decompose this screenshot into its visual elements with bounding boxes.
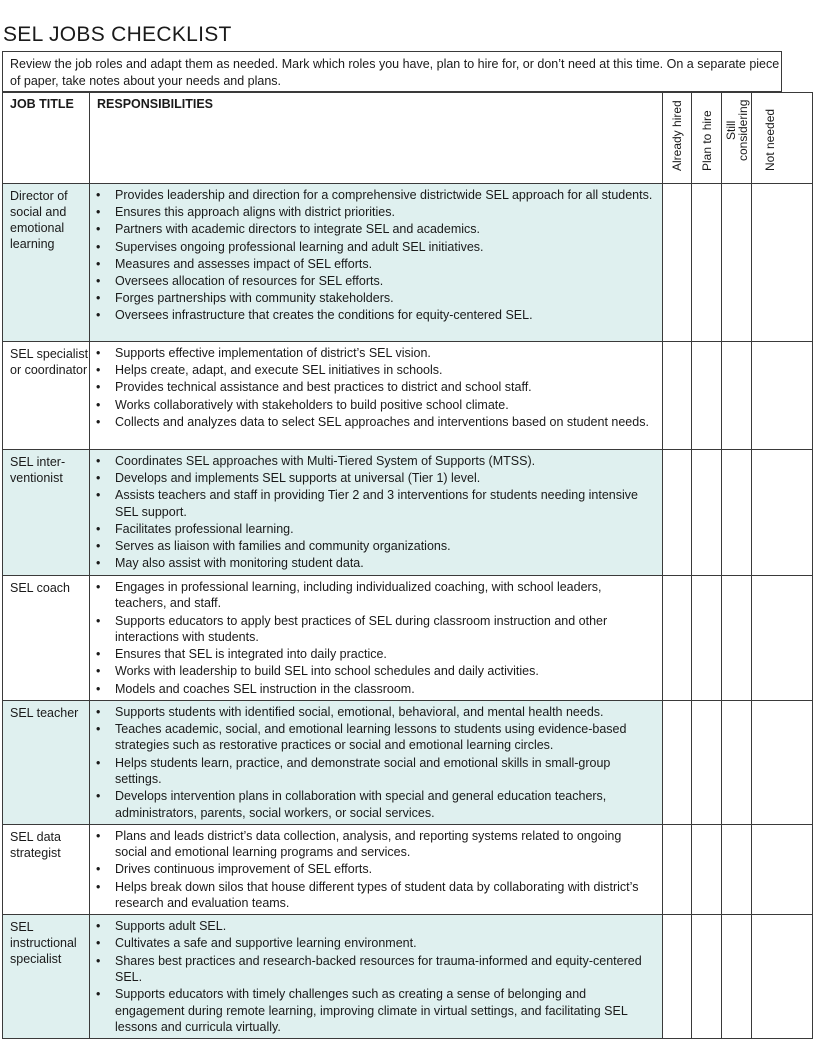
list-item (96, 362, 656, 378)
job-title-cell: SEL data strategist (3, 824, 90, 914)
col-header-already-hired (663, 93, 692, 184)
not-needed-checkbox-cell[interactable] (752, 342, 813, 450)
col-header-still-considering (722, 93, 752, 184)
list-item (96, 721, 656, 754)
already-hired-checkbox-cell[interactable] (663, 700, 692, 824)
bullet-icon: • (96, 454, 101, 468)
responsibilities-list (96, 704, 656, 821)
responsibilities-list (96, 579, 656, 697)
plan-to-hire-checkbox-cell[interactable] (692, 700, 722, 824)
bullet-icon: • (96, 205, 101, 220)
bullet-icon: • (96, 828, 101, 843)
list-item (96, 646, 656, 662)
responsibility-text: Provides technical assistance and best practices to district and school staff. (115, 380, 532, 395)
responsibility-text: Supports educators to apply best practices of SEL during classroom instruction and other interactions with students. (115, 613, 608, 645)
bullet-icon: • (96, 380, 101, 395)
table-row (3, 342, 813, 450)
still-considering-checkbox-cell[interactable] (722, 824, 752, 914)
bullet-icon: • (96, 987, 101, 1002)
still-considering-checkbox-cell[interactable] (722, 576, 752, 701)
bullet-icon: • (96, 953, 101, 968)
bullet-icon: • (96, 414, 101, 429)
responsibility-text: Helps create, adapt, and execute SEL initiatives in schools. (115, 363, 443, 378)
bullet-icon: • (96, 647, 101, 662)
list-item (96, 613, 656, 646)
responsibility-text: Drives continuous improvement of SEL efforts. (115, 862, 373, 877)
not-needed-label: Not needed (763, 108, 777, 171)
col-header-plan-to-hire (692, 93, 722, 184)
responsibility-text: Oversees infrastructure that creates the conditions for equity-centered SEL. (115, 308, 533, 323)
col-header-responsibilities: RESPONSIBILITIES (90, 93, 663, 184)
job-title-cell: SEL coach (3, 576, 90, 701)
list-item (96, 681, 656, 697)
plan-to-hire-checkbox-cell[interactable] (692, 450, 722, 576)
already-hired-checkbox-cell[interactable] (663, 824, 692, 914)
bullet-icon: • (96, 363, 101, 378)
still-considering-line-1: Still (723, 120, 738, 140)
responsibility-text: Engages in professional learning, including individualized coaching, with school leaders, teachers, and staff. (115, 580, 602, 611)
still-considering-checkbox-cell[interactable] (722, 915, 752, 1039)
list-item (96, 379, 656, 395)
already-hired-checkbox-cell[interactable] (663, 342, 692, 450)
not-needed-checkbox-cell[interactable] (752, 915, 813, 1039)
already-hired-checkbox-cell[interactable] (663, 450, 692, 576)
not-needed-checkbox-cell[interactable] (752, 184, 813, 342)
responsibility-text: May also assist with monitoring student data. (115, 556, 364, 571)
list-item (96, 538, 656, 554)
still-considering-checkbox-cell[interactable] (722, 184, 752, 342)
already-hired-checkbox-cell[interactable] (663, 576, 692, 701)
bullet-icon: • (96, 239, 101, 254)
responsibilities-list (96, 187, 656, 324)
job-title-cell: SEL instructional specialist (3, 915, 90, 1039)
responsibility-text: Coordinates SEL approaches with Multi-Tiered System of Supports (MTSS). (115, 454, 536, 468)
bullet-icon: • (96, 256, 101, 271)
responsibility-text: Ensures that SEL is integrated into daily practice. (115, 647, 387, 662)
list-item (96, 918, 656, 934)
col-header-job-title: JOB TITLE (3, 93, 90, 184)
list-item (96, 788, 656, 821)
responsibility-text: Teaches academic, social, and emotional learning lessons to students using evidence-based strategies such as restorative practices or social and emotional learning circles. (115, 722, 627, 753)
already-hired-checkbox-cell[interactable] (663, 184, 692, 342)
bullet-icon: • (96, 308, 101, 323)
page-title: SEL JOBS CHECKLIST (3, 23, 232, 46)
list-item (96, 935, 656, 951)
still-considering-label (725, 100, 749, 161)
responsibility-text: Supervises ongoing professional learning and adult SEL initiatives. (115, 239, 484, 254)
job-title-cell: SEL inter-ventionist (3, 450, 90, 576)
list-item (96, 290, 656, 306)
still-considering-line-2: considering (735, 99, 750, 161)
list-item (96, 755, 656, 788)
responsibility-text: Develops and implements SEL supports at universal (Tier 1) level. (115, 471, 481, 486)
table-row (3, 915, 813, 1039)
responsibility-text: Measures and assesses impact of SEL efforts. (115, 256, 373, 271)
bullet-icon: • (96, 556, 101, 571)
responsibility-text: Provides leadership and direction for a comprehensive districtwide SEL approach for all students. (115, 188, 653, 202)
responsibility-text: Shares best practices and research-backed resources for trauma-informed and equity-centered SEL. (115, 953, 642, 985)
not-needed-checkbox-cell[interactable] (752, 824, 813, 914)
responsibility-text: Models and coaches SEL instruction in the classroom. (115, 681, 415, 696)
job-title-cell: Director of social and emotional learning (3, 184, 90, 342)
already-hired-label: Already hired (670, 100, 684, 171)
bullet-icon: • (96, 471, 101, 486)
list-item (96, 221, 656, 237)
responsibilities-list (96, 345, 656, 430)
bullet-icon: • (96, 755, 101, 770)
table-row (3, 700, 813, 824)
responsibility-text: Helps break down silos that house different types of student data by collaborating with district’s research and evaluation teams. (115, 879, 639, 911)
not-needed-checkbox-cell[interactable] (752, 576, 813, 701)
responsibility-text: Forges partnerships with community stakeholders. (115, 291, 394, 306)
bullet-icon: • (96, 862, 101, 877)
responsibilities-cell (90, 576, 663, 701)
responsibility-text: Facilitates professional learning. (115, 522, 294, 537)
list-item (96, 397, 656, 413)
responsibility-text: Works with leadership to build SEL into school schedules and daily activities. (115, 664, 539, 679)
bullet-icon: • (96, 936, 101, 951)
responsibilities-cell (90, 824, 663, 914)
list-item (96, 579, 656, 612)
bullet-icon: • (96, 222, 101, 237)
bullet-icon: • (96, 188, 101, 202)
bullet-icon: • (96, 722, 101, 737)
list-item (96, 861, 656, 877)
plan-to-hire-checkbox-cell[interactable] (692, 824, 722, 914)
bullet-icon: • (96, 919, 101, 934)
responsibilities-cell (90, 450, 663, 576)
responsibility-text: Cultivates a safe and supportive learning environment. (115, 936, 417, 951)
bullet-icon: • (96, 274, 101, 289)
responsibility-text: Supports adult SEL. (115, 919, 227, 934)
responsibilities-cell (90, 915, 663, 1039)
responsibility-text: Assists teachers and staff in providing Tier 2 and 3 interventions for students needing intensive SEL support. (115, 488, 638, 519)
job-title-cell: SEL teacher (3, 700, 90, 824)
bullet-icon: • (96, 522, 101, 537)
plan-to-hire-checkbox-cell[interactable] (692, 915, 722, 1039)
bullet-icon: • (96, 291, 101, 306)
responsibility-text: Supports educators with timely challenges such as creating a sense of belonging and engagement during remote learning, improving climate in virtual settings, and facilitating SEL lessons and curricula virtually. (115, 987, 628, 1035)
responsibilities-cell (90, 342, 663, 450)
list-item (96, 704, 656, 720)
table-row (3, 184, 813, 342)
table-row (3, 824, 813, 914)
responsibility-text: Develops intervention plans in collaboration with special and general education teachers, administrators, parents, social workers, or social services. (115, 789, 607, 820)
responsibility-text: Helps students learn, practice, and demonstrate social and emotional skills in small-group settings. (115, 755, 611, 787)
not-needed-checkbox-cell[interactable] (752, 700, 813, 824)
bullet-icon: • (96, 879, 101, 894)
responsibilities-list (96, 918, 656, 1035)
list-item (96, 555, 656, 571)
responsibility-text: Works collaboratively with stakeholders to build positive school climate. (115, 397, 509, 412)
responsibility-text: Partners with academic directors to integrate SEL and academics. (115, 222, 480, 237)
list-item (96, 345, 656, 361)
bullet-icon: • (96, 704, 101, 719)
still-considering-checkbox-cell[interactable] (722, 450, 752, 576)
bullet-icon: • (96, 488, 101, 503)
list-item (96, 256, 656, 272)
list-item (96, 453, 656, 469)
responsibility-text: Serves as liaison with families and community organizations. (115, 539, 451, 554)
table-row (3, 450, 813, 576)
list-item (96, 187, 656, 203)
plan-to-hire-checkbox-cell[interactable] (692, 342, 722, 450)
intro-instructions: Review the job roles and adapt them as needed. Mark which roles you have, plan to hire for, or don’t need at this time. On a separate piece of paper, take notes about your needs and plans. (2, 51, 782, 92)
not-needed-checkbox-cell[interactable] (752, 450, 813, 576)
list-item (96, 521, 656, 537)
list-item (96, 953, 656, 986)
responsibilities-list (96, 828, 656, 912)
table-row (3, 576, 813, 701)
bullet-icon: • (96, 539, 101, 554)
responsibility-text: Supports effective implementation of district’s SEL vision. (115, 346, 431, 360)
job-title-cell: SEL specialist or coordinator (3, 342, 90, 450)
responsibility-text: Ensures this approach aligns with district priorities. (115, 205, 395, 220)
bullet-icon: • (96, 789, 101, 804)
list-item (96, 663, 656, 679)
already-hired-checkbox-cell[interactable] (663, 915, 692, 1039)
responsibilities-cell (90, 700, 663, 824)
bullet-icon: • (96, 580, 101, 594)
list-item (96, 879, 656, 912)
list-item (96, 470, 656, 486)
responsibility-text: Collects and analyzes data to select SEL approaches and interventions based on student needs. (115, 414, 649, 429)
jobs-table (2, 92, 813, 1039)
bullet-icon: • (96, 397, 101, 412)
responsibilities-list (96, 453, 656, 572)
list-item (96, 487, 656, 520)
plan-to-hire-checkbox-cell[interactable] (692, 576, 722, 701)
responsibility-text: Oversees allocation of resources for SEL efforts. (115, 274, 384, 289)
list-item (96, 307, 656, 323)
still-considering-checkbox-cell[interactable] (722, 700, 752, 824)
list-item (96, 414, 656, 430)
list-item (96, 828, 656, 861)
responsibility-text: Plans and leads district’s data collection, analysis, and reporting systems related to ongoing social and emotional learning programs and services. (115, 828, 622, 860)
col-header-not-needed (752, 93, 813, 184)
list-item (96, 239, 656, 255)
list-item (96, 273, 656, 289)
responsibilities-cell (90, 184, 663, 342)
plan-to-hire-label: Plan to hire (699, 110, 714, 171)
bullet-icon: • (96, 613, 101, 628)
table-header-row (3, 93, 813, 184)
plan-to-hire-checkbox-cell[interactable] (692, 184, 722, 342)
responsibility-text: Supports students with identified social, emotional, behavioral, and mental health needs. (115, 704, 604, 719)
still-considering-checkbox-cell[interactable] (722, 342, 752, 450)
bullet-icon: • (96, 346, 101, 360)
list-item (96, 986, 656, 1035)
bullet-icon: • (96, 664, 101, 679)
list-item (96, 204, 656, 220)
bullet-icon: • (96, 681, 101, 696)
